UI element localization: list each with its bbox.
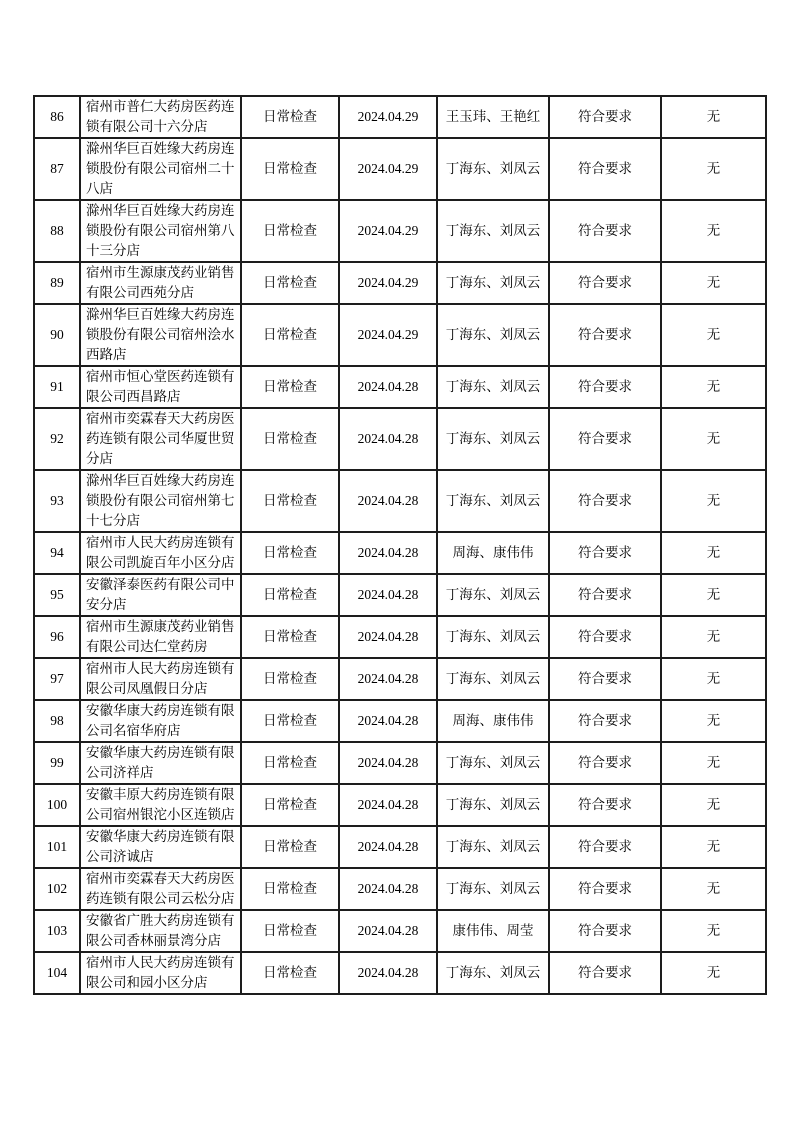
cell-result: 符合要求	[549, 138, 661, 200]
cell-inspection-date: 2024.04.28	[339, 742, 437, 784]
table-row	[34, 574, 766, 616]
cell-pharmacy-name: 滁州华巨百姓缘大药房连锁股份有限公司宿州第八十三分店	[80, 200, 241, 262]
cell-inspectors: 周海、康伟伟	[437, 700, 549, 742]
cell-inspectors: 丁海东、刘凤云	[437, 784, 549, 826]
cell-inspection-date: 2024.04.28	[339, 658, 437, 700]
cell-inspection-type: 日常检查	[241, 470, 339, 532]
cell-remark: 无	[661, 96, 766, 138]
table-row	[34, 742, 766, 784]
cell-result: 符合要求	[549, 868, 661, 910]
cell-remark: 无	[661, 408, 766, 470]
cell-inspection-type: 日常检查	[241, 96, 339, 138]
table-row	[34, 366, 766, 408]
cell-row-number: 98	[34, 700, 80, 742]
cell-inspection-date: 2024.04.28	[339, 408, 437, 470]
cell-row-number: 91	[34, 366, 80, 408]
cell-inspection-type: 日常检查	[241, 952, 339, 994]
cell-row-number: 86	[34, 96, 80, 138]
cell-inspection-type: 日常检查	[241, 700, 339, 742]
cell-inspection-date: 2024.04.29	[339, 304, 437, 366]
cell-inspection-date: 2024.04.29	[339, 262, 437, 304]
cell-pharmacy-name: 宿州市普仁大药房医药连锁有限公司十六分店	[80, 96, 241, 138]
table-row	[34, 868, 766, 910]
cell-result: 符合要求	[549, 262, 661, 304]
cell-pharmacy-name: 宿州市生源康茂药业销售有限公司达仁堂药房	[80, 616, 241, 658]
cell-inspection-type: 日常检查	[241, 408, 339, 470]
cell-result: 符合要求	[549, 700, 661, 742]
cell-remark: 无	[661, 952, 766, 994]
table-row	[34, 532, 766, 574]
cell-pharmacy-name: 宿州市恒心堂医药连锁有限公司西昌路店	[80, 366, 241, 408]
cell-pharmacy-name: 宿州市人民大药房连锁有限公司和园小区分店	[80, 952, 241, 994]
cell-row-number: 102	[34, 868, 80, 910]
cell-pharmacy-name: 安徽省广胜大药房连锁有限公司香林丽景湾分店	[80, 910, 241, 952]
cell-inspection-date: 2024.04.28	[339, 952, 437, 994]
cell-inspection-type: 日常检查	[241, 826, 339, 868]
cell-pharmacy-name: 安徽华康大药房连锁有限公司济诚店	[80, 826, 241, 868]
cell-inspectors: 周海、康伟伟	[437, 532, 549, 574]
cell-row-number: 87	[34, 138, 80, 200]
table-row	[34, 408, 766, 470]
cell-inspection-date: 2024.04.28	[339, 910, 437, 952]
cell-inspection-date: 2024.04.28	[339, 366, 437, 408]
cell-inspection-type: 日常检查	[241, 784, 339, 826]
cell-remark: 无	[661, 470, 766, 532]
table-row	[34, 910, 766, 952]
cell-pharmacy-name: 滁州华巨百姓缘大药房连锁股份有限公司宿州二十八店	[80, 138, 241, 200]
cell-result: 符合要求	[549, 366, 661, 408]
cell-inspection-date: 2024.04.28	[339, 616, 437, 658]
cell-remark: 无	[661, 868, 766, 910]
cell-inspectors: 丁海东、刘凤云	[437, 408, 549, 470]
cell-remark: 无	[661, 700, 766, 742]
cell-inspection-date: 2024.04.29	[339, 200, 437, 262]
cell-pharmacy-name: 宿州市生源康茂药业销售有限公司西苑分店	[80, 262, 241, 304]
cell-remark: 无	[661, 366, 766, 408]
cell-pharmacy-name: 滁州华巨百姓缘大药房连锁股份有限公司宿州浍水西路店	[80, 304, 241, 366]
cell-row-number: 89	[34, 262, 80, 304]
cell-pharmacy-name: 安徽华康大药房连锁有限公司济祥店	[80, 742, 241, 784]
cell-pharmacy-name: 宿州市奕霖春天大药房医药连锁有限公司华厦世贸分店	[80, 408, 241, 470]
cell-inspection-date: 2024.04.28	[339, 826, 437, 868]
cell-remark: 无	[661, 616, 766, 658]
cell-result: 符合要求	[549, 784, 661, 826]
cell-result: 符合要求	[549, 408, 661, 470]
cell-inspection-date: 2024.04.28	[339, 532, 437, 574]
cell-inspection-type: 日常检查	[241, 616, 339, 658]
cell-inspectors: 丁海东、刘凤云	[437, 262, 549, 304]
cell-inspection-type: 日常检查	[241, 868, 339, 910]
cell-pharmacy-name: 安徽丰原大药房连锁有限公司宿州银沱小区连锁店	[80, 784, 241, 826]
cell-inspection-date: 2024.04.28	[339, 574, 437, 616]
table-row	[34, 784, 766, 826]
cell-inspection-date: 2024.04.28	[339, 784, 437, 826]
cell-remark: 无	[661, 658, 766, 700]
cell-row-number: 104	[34, 952, 80, 994]
table-row	[34, 952, 766, 994]
cell-inspectors: 丁海东、刘凤云	[437, 868, 549, 910]
cell-row-number: 88	[34, 200, 80, 262]
cell-inspection-type: 日常检查	[241, 658, 339, 700]
cell-pharmacy-name: 安徽泽泰医药有限公司中安分店	[80, 574, 241, 616]
cell-row-number: 93	[34, 470, 80, 532]
cell-result: 符合要求	[549, 826, 661, 868]
cell-result: 符合要求	[549, 616, 661, 658]
cell-inspection-type: 日常检查	[241, 200, 339, 262]
cell-remark: 无	[661, 784, 766, 826]
table-row	[34, 826, 766, 868]
cell-result: 符合要求	[549, 574, 661, 616]
cell-remark: 无	[661, 532, 766, 574]
cell-inspectors: 丁海东、刘凤云	[437, 742, 549, 784]
cell-row-number: 95	[34, 574, 80, 616]
cell-inspectors: 康伟伟、周莹	[437, 910, 549, 952]
table-row	[34, 700, 766, 742]
table-row	[34, 470, 766, 532]
cell-row-number: 99	[34, 742, 80, 784]
cell-inspection-date: 2024.04.28	[339, 700, 437, 742]
cell-inspection-type: 日常检查	[241, 366, 339, 408]
cell-inspectors: 丁海东、刘凤云	[437, 574, 549, 616]
cell-inspectors: 王玉玮、王艳红	[437, 96, 549, 138]
cell-result: 符合要求	[549, 532, 661, 574]
cell-pharmacy-name: 宿州市人民大药房连锁有限公司凯旋百年小区分店	[80, 532, 241, 574]
cell-row-number: 100	[34, 784, 80, 826]
cell-row-number: 90	[34, 304, 80, 366]
cell-inspection-date: 2024.04.29	[339, 138, 437, 200]
table-row	[34, 138, 766, 200]
cell-result: 符合要求	[549, 96, 661, 138]
cell-pharmacy-name: 宿州市人民大药房连锁有限公司凤凰假日分店	[80, 658, 241, 700]
table-row	[34, 262, 766, 304]
cell-inspection-type: 日常检查	[241, 742, 339, 784]
cell-row-number: 101	[34, 826, 80, 868]
cell-result: 符合要求	[549, 304, 661, 366]
cell-result: 符合要求	[549, 742, 661, 784]
cell-result: 符合要求	[549, 200, 661, 262]
cell-inspection-type: 日常检查	[241, 910, 339, 952]
cell-remark: 无	[661, 304, 766, 366]
cell-inspection-type: 日常检查	[241, 532, 339, 574]
cell-remark: 无	[661, 910, 766, 952]
table-row	[34, 96, 766, 138]
cell-inspectors: 丁海东、刘凤云	[437, 200, 549, 262]
cell-inspection-type: 日常检查	[241, 304, 339, 366]
cell-inspection-type: 日常检查	[241, 262, 339, 304]
cell-inspection-date: 2024.04.29	[339, 96, 437, 138]
cell-inspection-type: 日常检查	[241, 138, 339, 200]
cell-remark: 无	[661, 262, 766, 304]
cell-inspection-date: 2024.04.28	[339, 868, 437, 910]
cell-result: 符合要求	[549, 952, 661, 994]
cell-result: 符合要求	[549, 910, 661, 952]
cell-result: 符合要求	[549, 470, 661, 532]
table-row	[34, 200, 766, 262]
cell-inspectors: 丁海东、刘凤云	[437, 366, 549, 408]
table-row	[34, 616, 766, 658]
cell-row-number: 94	[34, 532, 80, 574]
inspection-table-body	[34, 96, 766, 994]
cell-row-number: 92	[34, 408, 80, 470]
cell-inspectors: 丁海东、刘凤云	[437, 470, 549, 532]
cell-inspectors: 丁海东、刘凤云	[437, 304, 549, 366]
cell-remark: 无	[661, 200, 766, 262]
cell-inspectors: 丁海东、刘凤云	[437, 616, 549, 658]
cell-result: 符合要求	[549, 658, 661, 700]
cell-pharmacy-name: 宿州市奕霖春天大药房医药连锁有限公司云松分店	[80, 868, 241, 910]
cell-row-number: 96	[34, 616, 80, 658]
cell-inspectors: 丁海东、刘凤云	[437, 658, 549, 700]
inspection-table	[33, 95, 767, 995]
cell-remark: 无	[661, 574, 766, 616]
cell-inspection-type: 日常检查	[241, 574, 339, 616]
cell-inspectors: 丁海东、刘凤云	[437, 826, 549, 868]
cell-pharmacy-name: 滁州华巨百姓缘大药房连锁股份有限公司宿州第七十七分店	[80, 470, 241, 532]
cell-remark: 无	[661, 826, 766, 868]
cell-inspectors: 丁海东、刘凤云	[437, 952, 549, 994]
cell-remark: 无	[661, 742, 766, 784]
cell-remark: 无	[661, 138, 766, 200]
cell-row-number: 97	[34, 658, 80, 700]
cell-inspectors: 丁海东、刘凤云	[437, 138, 549, 200]
cell-row-number: 103	[34, 910, 80, 952]
cell-pharmacy-name: 安徽华康大药房连锁有限公司名宿华府店	[80, 700, 241, 742]
cell-inspection-date: 2024.04.28	[339, 470, 437, 532]
table-row	[34, 658, 766, 700]
table-row	[34, 304, 766, 366]
